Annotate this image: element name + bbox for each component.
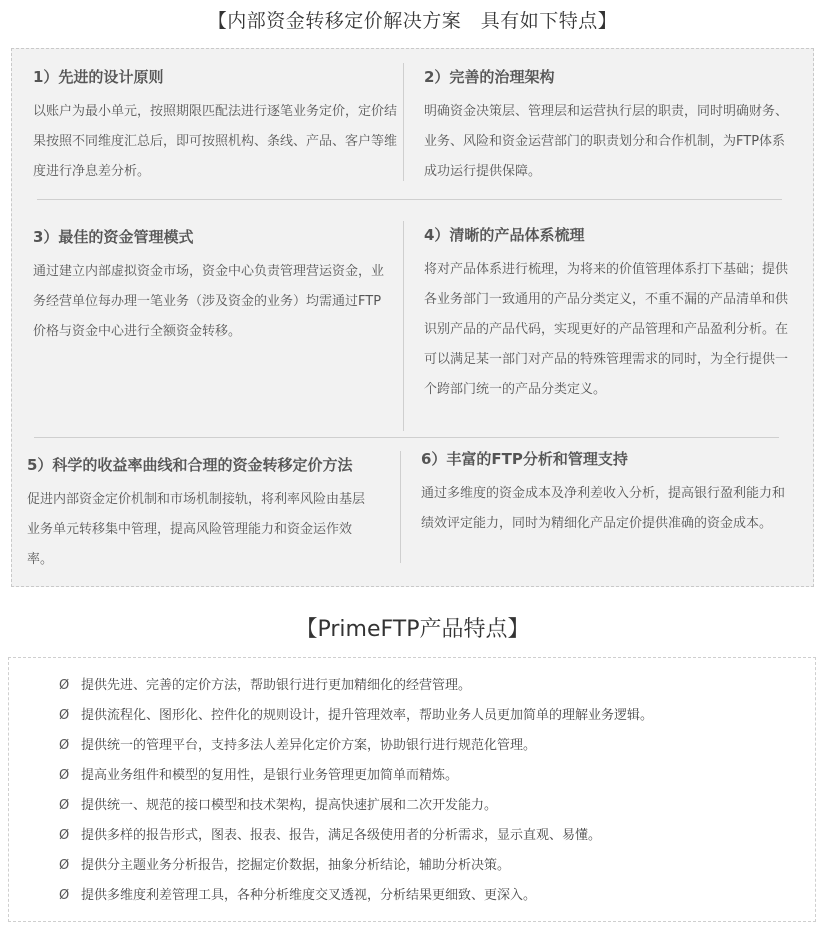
feature-block: [33, 67, 403, 187]
feature-block: [27, 455, 372, 575]
feature-text: 将对产品体系进行梳理，为将来的价值管理体系打下基础；提供各业务部门一致通用的产品分类定义，不重不漏的产品清单和供识别产品的产品代码，实现更好的产品管理和产品盈利分析。在可以满足某一部门对产品的特殊管理需求的同时，为全行提供一个跨部门统一的产品分类定义。: [424, 262, 789, 397]
feature-text: 通过多维度的资金成本及净利差收入分析，提高银行盈利能力和绩效评定能力，同时为精细化产品定价提供准确的资金成本。: [421, 486, 786, 531]
list-item: [59, 821, 653, 851]
list-item-text: 提供统一、规范的接口模型和技术架构，提高快速扩展和二次开发能力。: [81, 798, 498, 813]
feature-heading: 4）清晰的产品体系梳理: [424, 226, 585, 244]
list-item: [59, 791, 653, 821]
feature-text: 通过建立内部虚拟资金市场，资金中心负责管理营运资金，业务经营单位每办理一笔业务（涉及资金的业务）均需通过FTP价格与资金中心进行全额资金转移。: [33, 264, 385, 339]
bullet-icon: Ø: [59, 828, 70, 843]
bullet-icon: Ø: [59, 888, 70, 903]
list-item: [59, 761, 653, 791]
list-item-text: 提供分主题业务分析报告，挖掘定价数据，抽象分析结论，辅助分析决策。: [81, 858, 511, 873]
section-title-solution: 【内部资金转移定价解决方案 具有如下特点】: [207, 10, 618, 32]
list-item-text: 提高业务组件和模型的复用性，是银行业务管理更加简单而精炼。: [81, 768, 459, 783]
feature-text: 以账户为最小单元，按照期限匹配法进行逐笔业务定价，定价结果按照不同维度汇总后，即可按照机构、条线、产品、客户等维度进行净息差分析。: [33, 104, 398, 179]
list-item: [59, 881, 653, 911]
list-item: [59, 701, 653, 731]
feature-block: [424, 67, 794, 187]
feature-block: [33, 227, 393, 347]
list-item: [59, 731, 653, 761]
list-item-text: 提供统一的管理平台，支持多法人差异化定价方案，协助银行进行规范化管理。: [81, 738, 537, 753]
section-title-product: 【PrimeFTP产品特点】: [295, 617, 530, 642]
list-item: [59, 671, 653, 701]
list-item: [59, 851, 653, 881]
bullet-icon: Ø: [59, 678, 70, 693]
feature-heading: 6）丰富的FTP分析和管理支持: [421, 450, 628, 468]
column-divider: [403, 63, 404, 181]
bullet-icon: Ø: [59, 768, 70, 783]
feature-heading: 5）科学的收益率曲线和合理的资金转移定价方法: [27, 456, 353, 474]
bullet-icon: Ø: [59, 858, 70, 873]
feature-block: [421, 449, 791, 539]
feature-heading: 1）先进的设计原则: [33, 68, 164, 86]
feature-text: 明确资金决策层、管理层和运营执行层的职责，同时明确财务、业务、风险和资金运营部门的职责划分和合作机制，为FTP体系成功运行提供保障。: [424, 104, 789, 179]
row-divider: [37, 199, 782, 200]
feature-text: 促进内部资金定价机制和市场机制接轨，将利率风险由基层业务单元转移集中管理，提高风险管理能力和资金运作效率。: [27, 492, 366, 567]
list-item-text: 提供流程化、图形化、控件化的规则设计，提升管理效率，帮助业务人员更加简单的理解业务逻辑。: [81, 708, 654, 723]
list-item-text: 提供先进、完善的定价方法，帮助银行进行更加精细化的经营管理。: [81, 678, 472, 693]
feature-heading: 2）完善的治理架构: [424, 68, 555, 86]
list-item-text: 提供多样的报告形式，图表、报表、报告，满足各级使用者的分析需求，显示直观、易懂。: [81, 828, 602, 843]
product-feature-list: [59, 671, 653, 911]
feature-block: [424, 225, 794, 405]
column-divider: [403, 221, 404, 431]
column-divider: [400, 451, 401, 563]
list-item-text: 提供多维度利差管理工具，各种分析维度交叉透视，分析结果更细致、更深入。: [81, 888, 537, 903]
features-panel: [11, 48, 814, 587]
product-features-panel: [8, 657, 816, 922]
feature-heading: 3）最佳的资金管理模式: [33, 228, 194, 246]
bullet-icon: Ø: [59, 798, 70, 813]
bullet-icon: Ø: [59, 738, 70, 753]
bullet-icon: Ø: [59, 708, 70, 723]
row-divider: [34, 437, 779, 438]
